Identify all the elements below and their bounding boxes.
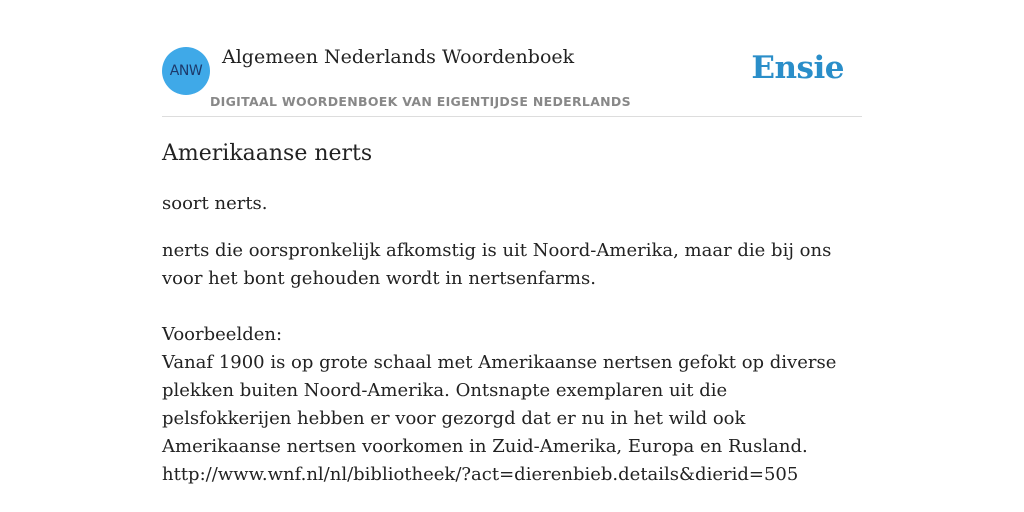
example-text: Vanaf 1900 is op grote schaal met Amerikaanse nertsen gefokt op diverse plekken buiten Noord-Amerika. Ontsnapte exemplaren uit die pelsfokkerijen hebben er voor gezorgd dat er nu in het wild ook Amerikaanse nertsen voorkomen in Zuid-Amerika, Europa en Rusland.	[162, 352, 837, 457]
entry-content	[162, 138, 862, 489]
example-source-url: http://www.wnf.nl/nl/bibliotheek/?act=dierenbieb.details&dierid=505	[162, 464, 799, 485]
examples-section	[162, 321, 862, 489]
anw-logo[interactable]	[162, 47, 210, 95]
entry-headword: Amerikaanse nerts	[162, 141, 373, 166]
ensie-brand-logo[interactable]: Ensie	[751, 50, 844, 86]
logo-text: ANW	[169, 63, 203, 79]
site-subtitle: DIGITAAL WOORDENBOEK VAN EIGENTIJDSE NEDERLANDS	[210, 94, 631, 109]
examples-label: Voorbeelden:	[162, 324, 283, 345]
long-definition: nerts die oorspronkelijk afkomstig is uit Noord-Amerika, maar die bij ons voor het bont gehouden wordt in nertsenfarms.	[162, 240, 832, 289]
site-title[interactable]: Algemeen Nederlands Woordenboek	[222, 46, 575, 68]
short-definition: soort nerts.	[162, 193, 268, 214]
site-header	[162, 0, 862, 117]
